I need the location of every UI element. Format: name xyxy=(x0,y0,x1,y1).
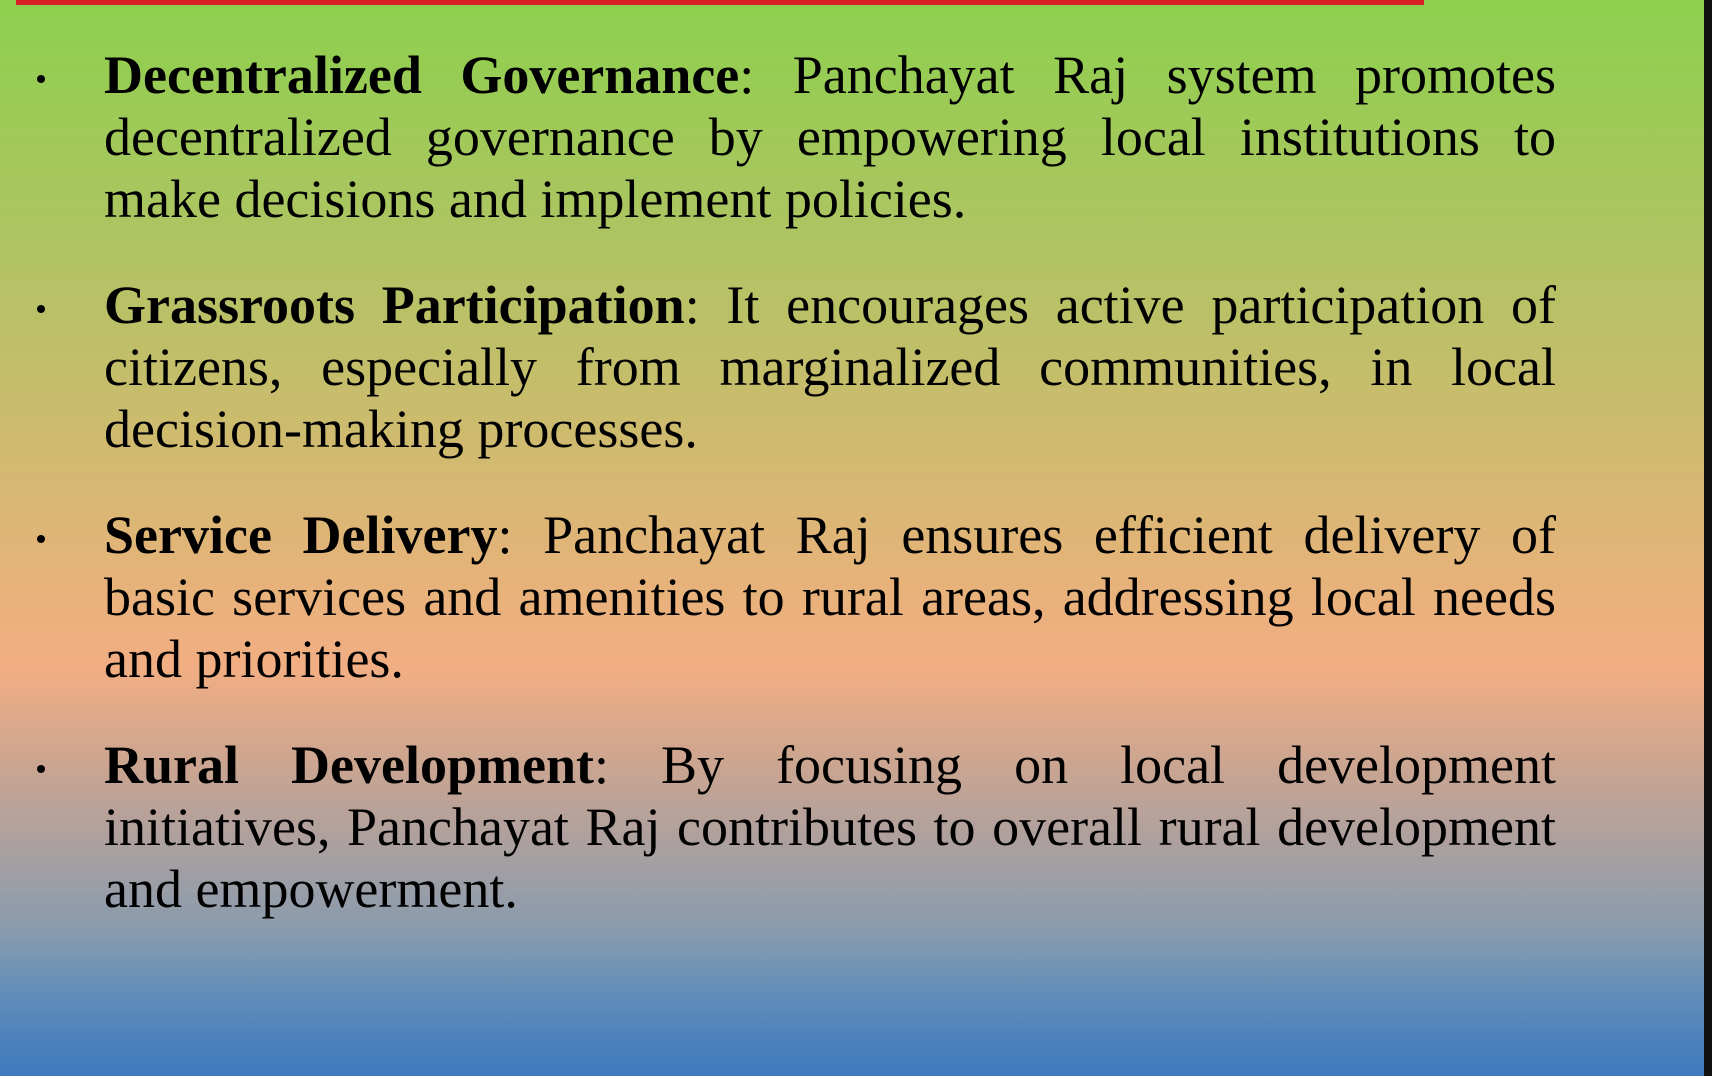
bullet-term: Grassroots Participation xyxy=(104,275,685,335)
bullet-item-service-delivery xyxy=(0,504,1704,690)
bullet-dot-icon xyxy=(37,535,45,543)
bullet-term: Decentralized Governance xyxy=(104,45,740,105)
bullet-text xyxy=(104,44,1556,230)
bullet-dot-icon xyxy=(37,75,45,83)
bullet-text xyxy=(104,734,1556,920)
bullet-item-rural-development xyxy=(0,734,1704,920)
bullet-item-grassroots-participation xyxy=(0,274,1704,460)
bullet-description: Panchayat Raj system promotes decentralized governance by empowering local institutions to make decisions and implement policies. xyxy=(104,45,1556,229)
bullet-text xyxy=(104,274,1556,460)
bullet-description: Panchayat Raj ensures efficient delivery of basic services and amenities to rural areas, addressing local needs and priorities. xyxy=(104,505,1557,689)
bullet-description: It encourages active participation of citizens, especially from marginalized communities, in local decision-making processes. xyxy=(104,275,1556,459)
right-border xyxy=(1704,0,1712,1076)
bullet-list xyxy=(0,44,1704,964)
top-red-rule xyxy=(16,0,1424,5)
bullet-text xyxy=(104,504,1556,690)
bullet-separator: : xyxy=(497,505,513,565)
bullet-term: Rural Development xyxy=(104,735,594,795)
bullet-dot-icon xyxy=(37,765,45,773)
bullet-term: Service Delivery xyxy=(104,505,498,565)
bullet-separator: : xyxy=(684,275,700,335)
bullet-separator: : xyxy=(593,735,609,795)
bullet-item-decentralized-governance xyxy=(0,44,1704,230)
bullet-dot-icon xyxy=(37,305,45,313)
bullet-description: By focusing on local development initiatives, Panchayat Raj contributes to overall rural development and empowerment. xyxy=(104,735,1556,919)
bullet-separator: : xyxy=(739,45,755,105)
